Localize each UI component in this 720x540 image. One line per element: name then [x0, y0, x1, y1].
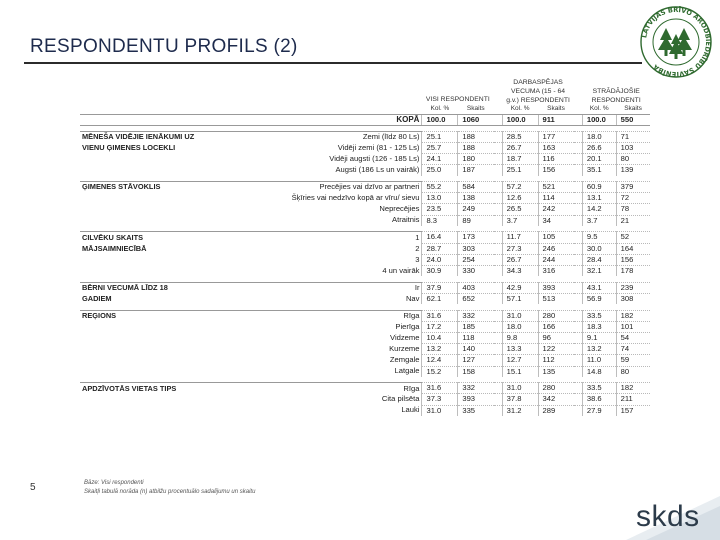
value-cell: 116	[538, 154, 574, 165]
value-cell: 28.5	[502, 131, 538, 142]
value-cell: 393	[538, 282, 574, 293]
value-cell: 26.7	[502, 142, 538, 153]
value-cell: 18.0	[502, 321, 538, 332]
table-row	[80, 265, 650, 276]
value-cell: 15.1	[502, 366, 538, 377]
value-cell: 13.0	[422, 193, 458, 204]
value-cell: 379	[616, 182, 650, 193]
subheader: Skaits	[624, 105, 642, 112]
value-cell: 15.2	[422, 366, 458, 377]
footnotes	[84, 479, 255, 497]
value-cell: 100.0	[422, 114, 458, 125]
value-cell: 652	[458, 293, 494, 304]
section-name: VIENU ĢIMENES LOCEKLI	[82, 142, 176, 152]
value-cell: 37.8	[502, 394, 538, 405]
value-cell: 239	[616, 282, 650, 293]
value-cell: 242	[538, 204, 574, 215]
table-row	[80, 204, 650, 215]
row-label: Rīga	[247, 383, 422, 394]
section-name: GADIEM	[82, 293, 112, 303]
value-cell: 78	[616, 204, 650, 215]
value-cell: 59	[616, 355, 650, 366]
value-cell: 18.0	[582, 131, 616, 142]
row-label: Pierīga	[395, 321, 420, 331]
value-cell: 513	[538, 293, 574, 304]
value-cell: 101	[616, 321, 650, 332]
value-cell: 280	[538, 383, 574, 394]
table-row	[80, 193, 650, 204]
row-label: 3	[415, 254, 420, 264]
value-cell: 308	[616, 293, 650, 304]
value-cell: 332	[458, 383, 494, 394]
row-label: 1	[247, 232, 422, 243]
value-cell: 11.7	[502, 232, 538, 243]
value-cell: 71	[616, 131, 650, 142]
value-cell: 42.9	[502, 282, 538, 293]
group-header-working-age: DARBASPĒJAS VECUMA (15 - 64 g.v.) RESPONDENTI	[506, 79, 570, 104]
value-cell: 80	[616, 366, 650, 377]
value-cell: 13.2	[582, 344, 616, 355]
value-cell: 180	[458, 154, 494, 165]
row-label: Lauki	[401, 405, 420, 415]
table-row	[80, 131, 650, 142]
value-cell: 31.0	[502, 383, 538, 394]
seal-trees-icon	[658, 28, 692, 59]
value-cell: 342	[538, 394, 574, 405]
value-cell: 17.2	[422, 321, 458, 332]
table-row	[80, 383, 650, 394]
row-label: Precējies vai dzīvo ar partneri	[247, 182, 422, 193]
value-cell: 72	[616, 193, 650, 204]
value-cell: 25.1	[502, 165, 538, 176]
value-cell: 11.0	[582, 355, 616, 366]
value-cell: 289	[538, 405, 574, 416]
value-cell: 114	[538, 193, 574, 204]
value-cell: 33.5	[582, 383, 616, 394]
value-cell: 138	[458, 193, 494, 204]
value-cell: 43.1	[582, 282, 616, 293]
value-cell: 280	[538, 310, 574, 321]
value-cell: 9.8	[502, 332, 538, 343]
row-label: Vidēji zemi (81 - 125 Ls)	[337, 142, 420, 152]
section-name: BĒRNI VECUMĀ LĪDZ 18	[80, 282, 247, 293]
section-name: APDZĪVOTĀS VIETAS TIPS	[80, 383, 247, 394]
value-cell: 8.3	[422, 215, 458, 226]
value-cell: 3.7	[582, 215, 616, 226]
value-cell: 246	[538, 243, 574, 254]
value-cell: 52	[616, 232, 650, 243]
row-label: Rīga	[247, 310, 422, 321]
row-label: Vidzeme	[390, 332, 420, 342]
row-label: Neprecējies	[379, 204, 420, 214]
value-cell: 24.0	[422, 254, 458, 265]
value-cell: 166	[538, 321, 574, 332]
row-label: Zemi (līdz 80 Ls)	[247, 131, 422, 142]
section-name: MĀJSAIMNIECĪBĀ	[82, 243, 147, 253]
value-cell: 27.3	[502, 243, 538, 254]
value-cell: 103	[616, 142, 650, 153]
value-cell: 26.6	[582, 142, 616, 153]
value-cell: 31.6	[422, 310, 458, 321]
value-cell: 156	[616, 254, 650, 265]
value-cell: 13.2	[422, 344, 458, 355]
skds-logo-text: skds	[636, 500, 700, 533]
table-row	[80, 232, 650, 243]
table-row	[80, 142, 650, 153]
value-cell: 140	[458, 344, 494, 355]
value-cell: 163	[538, 142, 574, 153]
seal-ring-text: LATVIJAS BRĪVO ARODBIEDRĪBU SAVIENĪBA	[640, 5, 713, 79]
value-cell: 403	[458, 282, 494, 293]
value-cell: 35.1	[582, 165, 616, 176]
value-cell: 18.7	[502, 154, 538, 165]
value-cell: 31.0	[422, 405, 458, 416]
table-row	[80, 215, 650, 226]
value-cell: 24.1	[422, 154, 458, 165]
value-cell: 14.2	[582, 204, 616, 215]
value-cell: 122	[538, 344, 574, 355]
value-cell: 173	[458, 232, 494, 243]
value-cell: 1060	[458, 114, 494, 125]
row-label: Nav	[405, 293, 420, 303]
value-cell: 31.6	[422, 383, 458, 394]
value-cell: 178	[616, 265, 650, 276]
value-cell: 33.5	[582, 310, 616, 321]
table-row	[80, 243, 650, 254]
value-cell: 139	[616, 165, 650, 176]
total-row	[80, 114, 650, 125]
value-cell: 521	[538, 182, 574, 193]
title-underline	[24, 62, 642, 64]
value-cell: 335	[458, 405, 494, 416]
table-row	[80, 394, 650, 405]
value-cell: 393	[458, 394, 494, 405]
value-cell: 188	[458, 142, 494, 153]
value-cell: 9.1	[582, 332, 616, 343]
value-cell: 60.9	[582, 182, 616, 193]
row-label: Atraitnis	[392, 215, 420, 225]
value-cell: 187	[458, 165, 494, 176]
value-cell: 56.9	[582, 293, 616, 304]
value-cell: 25.1	[422, 131, 458, 142]
footnote-line: Skaitļi tabulā norāda (n) atbilžu procentuālo sadalījumu un skaitu	[84, 489, 256, 495]
value-cell: 16.4	[422, 232, 458, 243]
value-cell: 254	[458, 254, 494, 265]
value-cell: 3.7	[502, 215, 538, 226]
group-header-employed: STRĀDĀJOŠIE RESPONDENTI	[591, 88, 641, 104]
table-row	[80, 366, 650, 377]
value-cell: 12.6	[502, 193, 538, 204]
row-label: Vidēji augsti (126 - 185 Ls)	[329, 154, 420, 164]
subheader: Skaits	[466, 105, 485, 112]
table-row	[80, 165, 650, 176]
value-cell: 332	[458, 310, 494, 321]
subheader: Skaits	[547, 105, 565, 112]
section-name: MĒNEŠA VIDĒJIE IENĀKUMI UZ	[80, 131, 247, 142]
value-cell: 105	[538, 232, 574, 243]
value-cell: 182	[616, 310, 650, 321]
subheader: Kol. %	[430, 105, 450, 112]
respondent-profile-table	[80, 78, 650, 416]
row-label: Ir	[247, 282, 422, 293]
value-cell: 18.3	[582, 321, 616, 332]
value-cell: 28.7	[422, 243, 458, 254]
table-row	[80, 254, 650, 265]
value-cell: 118	[458, 332, 494, 343]
section-name: CILVĒKU SKAITS	[80, 232, 247, 243]
table-row	[80, 332, 650, 343]
value-cell: 12.7	[502, 355, 538, 366]
subheader: Kol. %	[510, 105, 530, 112]
table-row	[80, 405, 650, 416]
row-label: Latgale	[394, 366, 420, 376]
value-cell: 96	[538, 332, 574, 343]
value-cell: 100.0	[582, 114, 616, 125]
value-cell: 550	[616, 114, 650, 125]
value-cell: 25.7	[422, 142, 458, 153]
value-cell: 188	[458, 131, 494, 142]
value-cell: 30.9	[422, 265, 458, 276]
value-cell: 316	[538, 265, 574, 276]
page-number: 5	[30, 482, 36, 493]
value-cell: 249	[458, 204, 494, 215]
value-cell: 54	[616, 332, 650, 343]
value-cell: 303	[458, 243, 494, 254]
value-cell: 80	[616, 154, 650, 165]
value-cell: 182	[616, 383, 650, 394]
value-cell: 177	[538, 131, 574, 142]
section-name: REĢIONS	[80, 310, 247, 321]
value-cell: 26.5	[502, 204, 538, 215]
value-cell: 12.4	[422, 355, 458, 366]
value-cell: 13.1	[582, 193, 616, 204]
table-row	[80, 293, 650, 304]
value-cell: 34.3	[502, 265, 538, 276]
subheader: Kol. %	[589, 105, 609, 112]
value-cell: 244	[538, 254, 574, 265]
value-cell: 158	[458, 366, 494, 377]
value-cell: 55.2	[422, 182, 458, 193]
section-name: ĢIMENES STĀVOKLIS	[80, 182, 247, 193]
value-cell: 89	[458, 215, 494, 226]
union-seal-logo	[636, 4, 716, 80]
value-cell: 135	[538, 366, 574, 377]
value-cell: 37.3	[422, 394, 458, 405]
page-title: RESPONDENTU PROFILS (2)	[30, 36, 298, 57]
total-label: KOPĀ	[247, 114, 422, 125]
table-row	[80, 154, 650, 165]
value-cell: 13.3	[502, 344, 538, 355]
value-cell: 25.0	[422, 165, 458, 176]
row-label: 2	[415, 243, 420, 253]
value-cell: 31.0	[502, 310, 538, 321]
value-cell: 164	[616, 243, 650, 254]
value-cell: 14.8	[582, 366, 616, 377]
value-cell: 26.7	[502, 254, 538, 265]
value-cell: 156	[538, 165, 574, 176]
value-cell: 27.9	[582, 405, 616, 416]
value-cell: 74	[616, 344, 650, 355]
table-row	[80, 321, 650, 332]
value-cell: 21	[616, 215, 650, 226]
value-cell: 34	[538, 215, 574, 226]
row-label: 4 un vairāk	[382, 265, 420, 275]
table-row	[80, 344, 650, 355]
footnote-line: Bāze: Visi respondenti	[84, 480, 144, 486]
value-cell: 20.1	[582, 154, 616, 165]
row-label: Zemgale	[389, 355, 420, 365]
value-cell: 38.6	[582, 394, 616, 405]
value-cell: 10.4	[422, 332, 458, 343]
value-cell: 100.0	[502, 114, 538, 125]
value-cell: 330	[458, 265, 494, 276]
row-label: Augsti (186 Ls un vairāk)	[335, 165, 420, 175]
table-row	[80, 355, 650, 366]
value-cell: 127	[458, 355, 494, 366]
value-cell: 211	[616, 394, 650, 405]
value-cell: 30.0	[582, 243, 616, 254]
value-cell: 185	[458, 321, 494, 332]
value-cell: 31.2	[502, 405, 538, 416]
value-cell: 157	[616, 405, 650, 416]
value-cell: 28.4	[582, 254, 616, 265]
value-cell: 911	[538, 114, 574, 125]
table-row	[80, 182, 650, 193]
value-cell: 57.1	[502, 293, 538, 304]
value-cell: 62.1	[422, 293, 458, 304]
group-header-all: VISI RESPONDENTI	[425, 96, 490, 104]
value-cell: 9.5	[582, 232, 616, 243]
value-cell: 37.9	[422, 282, 458, 293]
value-cell: 112	[538, 355, 574, 366]
value-cell: 23.5	[422, 204, 458, 215]
row-label: Šķīries vai nedzīvo kopā ar vīru/ sievu	[291, 193, 420, 203]
row-label: Cita pilsēta	[381, 394, 420, 404]
row-label: Kurzeme	[389, 344, 420, 354]
table-row	[80, 310, 650, 321]
table-row	[80, 282, 650, 293]
value-cell: 32.1	[582, 265, 616, 276]
value-cell: 57.2	[502, 182, 538, 193]
value-cell: 584	[458, 182, 494, 193]
